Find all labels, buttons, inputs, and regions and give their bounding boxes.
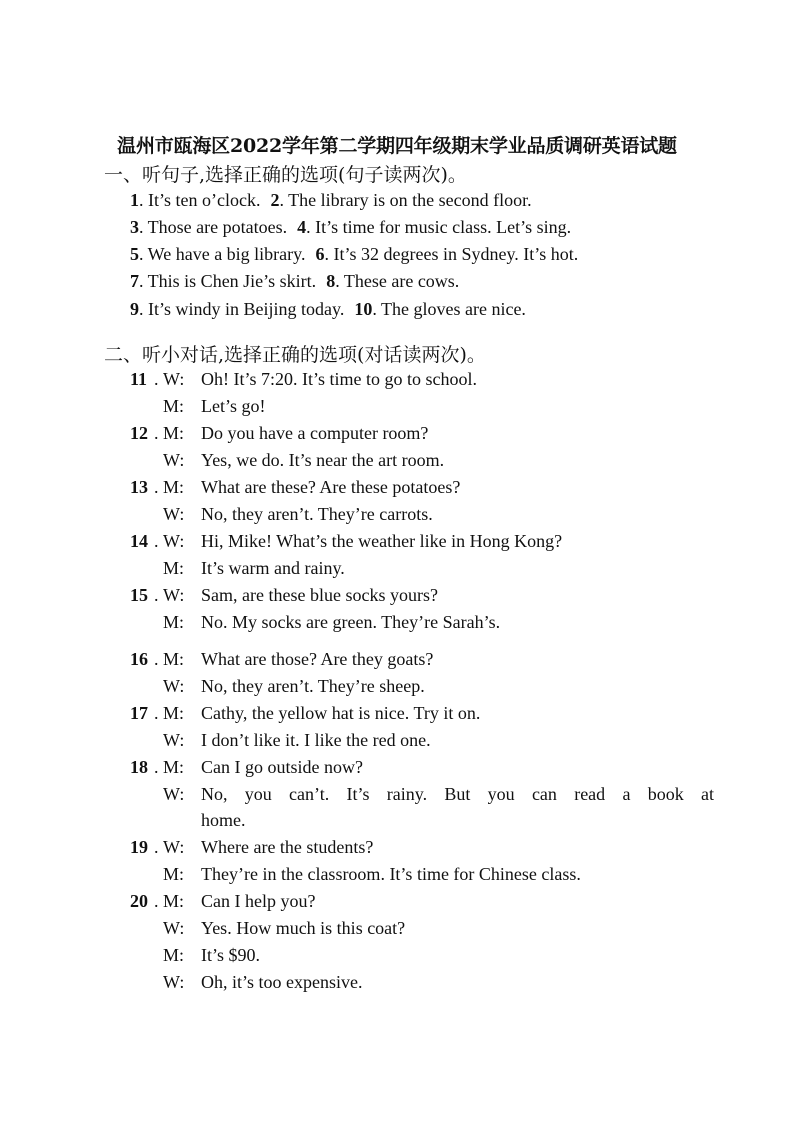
sentence-text: . It’s ten o’clock. — [139, 190, 261, 210]
dialogue-line: Can I help you? — [201, 891, 316, 911]
section2-heading: 二、听小对话,选择正确的选项(对话读两次)。 — [104, 344, 486, 366]
question-number: 14 — [130, 531, 148, 551]
speaker-label: M: — [163, 649, 185, 669]
speaker-label: W: — [163, 504, 185, 524]
question-number: 18 — [130, 757, 148, 777]
dialogue-line: No, they aren’t. They’re carrots. — [201, 504, 433, 524]
speaker-label: M: — [163, 864, 185, 884]
sentence-text: . These are cows. — [335, 271, 460, 291]
question-number: 7 — [130, 271, 139, 291]
sentence-text: . We have a big library. — [139, 244, 306, 264]
question-number: 17 — [130, 703, 148, 723]
sentence-text: . The library is on the second floor. — [279, 190, 532, 210]
sentence-row — [130, 190, 532, 211]
sentence-row — [130, 217, 571, 238]
dialogue-line: Oh! It’s 7:20. It’s time to go to school. — [201, 369, 477, 389]
speaker-label: W: — [163, 837, 185, 857]
speaker-label: M: — [163, 612, 185, 632]
speaker-label: W: — [163, 918, 185, 938]
sentence-text: . The gloves are nice. — [372, 299, 526, 319]
dialogue-line: Can I go outside now? — [201, 757, 363, 777]
speaker-label: W: — [163, 972, 185, 992]
dialogue-line: I don’t like it. I like the red one. — [201, 730, 431, 750]
question-number: 9 — [130, 299, 139, 319]
sentence-row — [130, 244, 578, 265]
speaker-label: W: — [163, 585, 185, 605]
dialogue-line: No. My socks are green. They’re Sarah’s. — [201, 612, 501, 632]
dialogue-line: It’s warm and rainy. — [201, 558, 345, 578]
dialogue-line: Sam, are these blue socks yours? — [201, 585, 438, 605]
speaker-label: W: — [163, 531, 185, 551]
question-number: 8 — [326, 271, 336, 291]
page-title: 温州市瓯海区2022学年第二学期四年级期末学业品质调研英语试题 — [117, 135, 677, 157]
speaker-label: W: — [163, 676, 185, 696]
sentence-text: . It’s 32 degrees in Sydney. It’s hot. — [324, 244, 579, 264]
sentence-text: . It’s windy in Beijing today. — [139, 299, 345, 319]
dialogue-line: No, you can’t. It’s rainy. But you can read a book at — [201, 784, 714, 804]
sentence-text: . Those are potatoes. — [139, 217, 288, 237]
question-number: 19 — [130, 837, 148, 857]
dialogue-line: Oh, it’s too expensive. — [201, 972, 363, 992]
speaker-label: W: — [163, 730, 185, 750]
dialogue-line: Let’s go! — [201, 396, 266, 416]
question-number: 20 — [130, 891, 148, 911]
dialogue-line: What are these? Are these potatoes? — [201, 477, 461, 497]
section1-heading: 一、听句子,选择正确的选项(句子读两次)。 — [104, 164, 467, 186]
dialogue-line: Hi, Mike! What’s the weather like in Hong Kong? — [201, 531, 563, 551]
speaker-label: W: — [163, 450, 185, 470]
question-number: 11 — [130, 369, 148, 389]
dialogue-line: What are those? Are they goats? — [201, 649, 434, 669]
dialogue-line: They’re in the classroom. It’s time for Chinese class. — [201, 864, 581, 884]
question-number: 12 — [130, 423, 148, 443]
question-number: 10 — [354, 299, 373, 319]
speaker-label: W: — [163, 369, 185, 389]
dialogue-line: No, they aren’t. They’re sheep. — [201, 676, 425, 696]
speaker-label: M: — [163, 891, 185, 911]
speaker-label: M: — [163, 477, 185, 497]
speaker-label: W: — [163, 784, 185, 804]
dialogue-line: Where are the students? — [201, 837, 374, 857]
question-number: 5 — [130, 244, 139, 264]
dialogue-line-continued: home. — [201, 810, 246, 830]
dialogue-line: Cathy, the yellow hat is nice. Try it on. — [201, 703, 481, 723]
sentence-row — [130, 271, 459, 292]
dialogue-line: Do you have a computer room? — [201, 423, 429, 443]
speaker-label: M: — [163, 396, 185, 416]
speaker-label: M: — [163, 757, 185, 777]
question-number: 3 — [130, 217, 139, 237]
question-number: 13 — [130, 477, 148, 497]
dialogue-line: It’s $90. — [201, 945, 261, 965]
sentence-text: . This is Chen Jie’s skirt. — [139, 271, 317, 291]
question-number: 16 — [130, 649, 148, 669]
sentence-row — [130, 299, 526, 320]
speaker-label: M: — [163, 703, 185, 723]
speaker-label: M: — [163, 558, 185, 578]
speaker-label: M: — [163, 945, 185, 965]
sentence-text: . It’s time for music class. Let’s sing. — [306, 217, 572, 237]
question-number: 2 — [270, 190, 280, 210]
speaker-label: M: — [163, 423, 185, 443]
question-number: 4 — [297, 217, 307, 237]
dialogue-line: Yes. How much is this coat? — [201, 918, 406, 938]
question-number: 15 — [130, 585, 148, 605]
question-number: 6 — [315, 244, 325, 264]
question-number: 1 — [130, 190, 139, 210]
dialogue-line: Yes, we do. It’s near the art room. — [201, 450, 445, 470]
